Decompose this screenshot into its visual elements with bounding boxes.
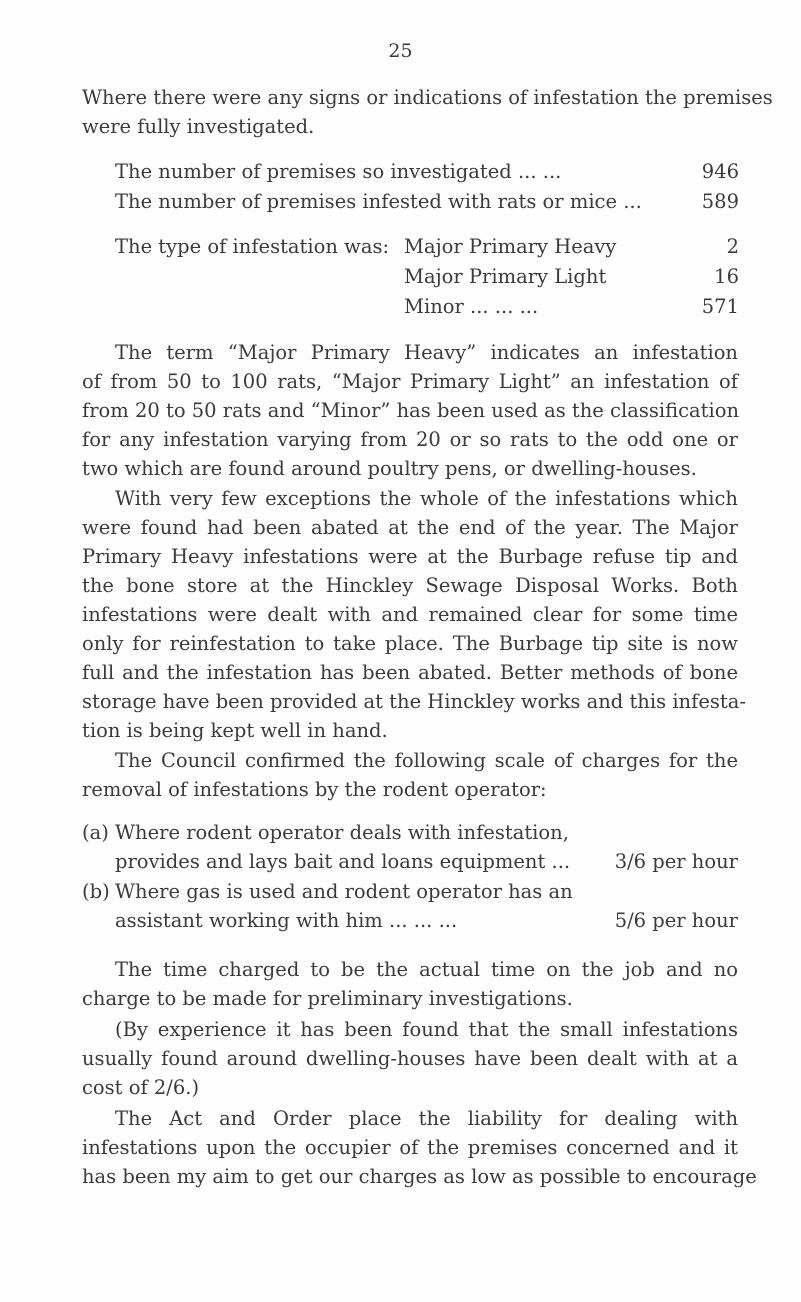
time-line: The time charged to be the actual time on the job and no [115,958,738,981]
stat-label: The number of premises infested with rats or mice ... [115,190,642,213]
stat-row [115,190,739,213]
infestation-label: Major Primary Heavy [404,235,617,258]
intro-line-2: were fully investigated. [82,115,315,138]
charge-line: Where rodent operator deals with infestation, [115,821,569,844]
abated-line: full and the infestation has been abated. Better methods of bone [82,661,738,684]
infestation-value: 16 [714,265,739,288]
abated-line: With very few exceptions the whole of the infestations which [115,487,738,510]
page-number: 25 [388,40,413,62]
experience-line: cost of 2/6.) [82,1076,200,1099]
charge-rate: 5/6 per hour [614,909,738,932]
infestation-row [404,235,739,258]
act-line: has been my aim to get our charges as low as possible to encourage [82,1165,757,1188]
stat-value: 946 [701,160,739,183]
experience-line: (By experience it has been found that the small infestations [115,1018,738,1041]
intro-line-1: Where there were any signs or indications of infestation the premises [82,86,773,109]
stat-row [115,160,739,183]
act-line: infestations upon the occupier of the premises concerned and it [82,1136,738,1159]
infestation-label: Minor ... ... ... [404,295,539,318]
abated-line: were found had been abated at the end of the year. The Major [82,516,738,539]
abated-line: Primary Heavy infestations were at the Burbage refuse tip and [82,545,738,568]
terms-line: of from 50 to 100 rats, “Major Primary Light” an infestation of [82,370,738,393]
terms-line: for any infestation varying from 20 or so rats to the odd one or [82,428,738,451]
time-line: charge to be made for preliminary investigations. [82,987,573,1010]
charge-row [115,909,738,932]
infestation-value: 2 [726,235,739,258]
charge-line: assistant working with him ... ... ... [115,909,458,932]
infestation-row [404,295,739,318]
experience-line: usually found around dwelling-houses have been dealt with at a [82,1047,738,1070]
charge-line: provides and lays bait and loans equipment ... [115,850,571,873]
abated-line: only for reinfestation to take place. The Burbage tip site is now [82,632,738,655]
charge-line: Where gas is used and rodent operator has an [115,880,573,903]
council-line: removal of infestations by the rodent operator: [82,778,547,801]
terms-line: The term “Major Primary Heavy” indicates an infestation [115,341,738,364]
infestation-value: 571 [701,295,739,318]
infestation-type-lead: The type of infestation was: [115,235,390,258]
stat-value: 589 [701,190,739,213]
infestation-label: Major Primary Light [404,265,607,288]
stat-label: The number of premises so investigated ... ... [115,160,562,183]
act-line: The Act and Order place the liability for dealing with [115,1107,738,1130]
terms-line: two which are found around poultry pens, or dwelling-houses. [82,457,697,480]
abated-line: storage have been provided at the Hinckley works and this infesta- [82,690,746,713]
abated-line: the bone store at the Hinckley Sewage Disposal Works. Both [82,574,738,597]
council-line: The Council confirmed the following scale of charges for the [115,749,738,772]
charge-label: (b) [82,880,110,903]
terms-line: from 20 to 50 rats and “Minor” has been used as the classification [82,399,740,422]
abated-line: tion is being kept well in hand. [82,719,388,742]
charge-row [115,850,738,873]
infestation-row [404,265,739,288]
charge-rate: 3/6 per hour [614,850,738,873]
abated-line: infestations were dealt with and remained clear for some time [82,603,738,626]
charge-label: (a) [82,821,109,844]
